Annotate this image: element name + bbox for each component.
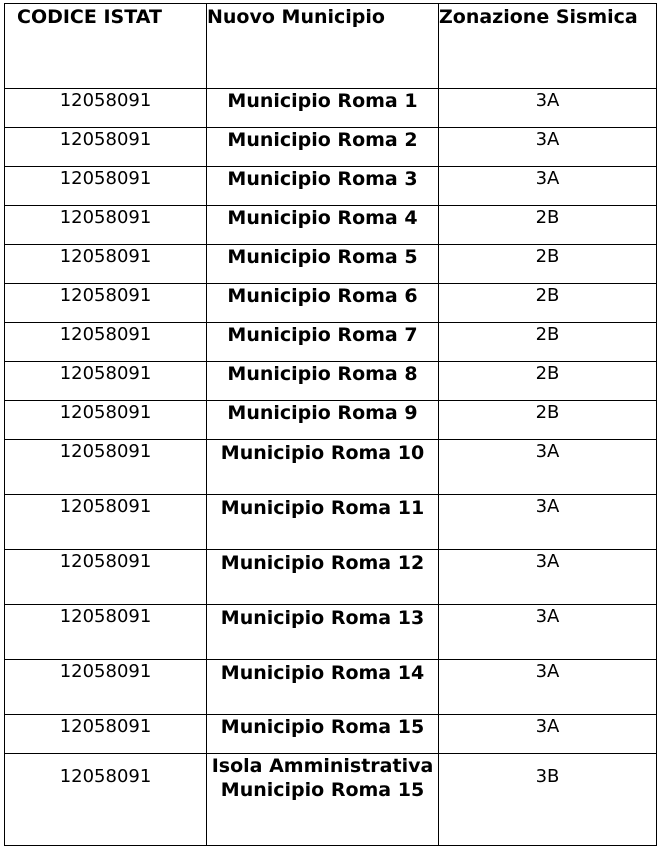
table-row [5, 715, 657, 754]
codice-cell: 12058091 [5, 440, 207, 495]
header-codice-istat: CODICE ISTAT [5, 4, 207, 89]
table-row [5, 440, 657, 495]
codice-cell: 12058091 [5, 754, 207, 846]
municipio-cell: Municipio Roma 6 [207, 284, 439, 323]
municipio-cell: Municipio Roma 11 [207, 495, 439, 550]
zona-cell: 2B [439, 206, 657, 245]
table-row [5, 206, 657, 245]
municipio-cell: Municipio Roma 10 [207, 440, 439, 495]
table-row [5, 495, 657, 550]
table-row [5, 605, 657, 660]
codice-cell: 12058091 [5, 89, 207, 128]
codice-cell: 12058091 [5, 245, 207, 284]
municipio-cell: Isola Amministrativa Municipio Roma 15 [207, 754, 439, 846]
municipio-cell: Municipio Roma 14 [207, 660, 439, 715]
table-row [5, 550, 657, 605]
table-header-row [5, 4, 657, 89]
zona-cell: 3A [439, 495, 657, 550]
municipio-cell: Municipio Roma 7 [207, 323, 439, 362]
municipio-cell: Municipio Roma 12 [207, 550, 439, 605]
zona-cell: 2B [439, 362, 657, 401]
zona-cell: 3A [439, 660, 657, 715]
zona-cell: 3A [439, 605, 657, 660]
municipio-cell: Municipio Roma 5 [207, 245, 439, 284]
codice-cell: 12058091 [5, 401, 207, 440]
zona-cell: 3A [439, 440, 657, 495]
codice-cell: 12058091 [5, 167, 207, 206]
zona-cell: 3A [439, 715, 657, 754]
municipio-cell: Municipio Roma 8 [207, 362, 439, 401]
zona-cell: 3A [439, 89, 657, 128]
table-row [5, 245, 657, 284]
codice-cell: 12058091 [5, 362, 207, 401]
table-row [5, 89, 657, 128]
zona-cell: 2B [439, 401, 657, 440]
municipio-cell: Municipio Roma 13 [207, 605, 439, 660]
municipio-cell: Municipio Roma 2 [207, 128, 439, 167]
codice-cell: 12058091 [5, 605, 207, 660]
zona-cell: 3A [439, 128, 657, 167]
codice-cell: 12058091 [5, 206, 207, 245]
seismic-zoning-table [4, 3, 657, 846]
municipio-cell: Municipio Roma 9 [207, 401, 439, 440]
zona-cell: 2B [439, 245, 657, 284]
codice-cell: 12058091 [5, 715, 207, 754]
zona-cell: 3A [439, 167, 657, 206]
table-row [5, 167, 657, 206]
table-row [5, 660, 657, 715]
codice-cell: 12058091 [5, 660, 207, 715]
municipio-cell: Municipio Roma 1 [207, 89, 439, 128]
table-row [5, 323, 657, 362]
zona-cell: 3B [439, 754, 657, 846]
municipio-cell: Municipio Roma 3 [207, 167, 439, 206]
table-body [5, 89, 657, 846]
codice-cell: 12058091 [5, 128, 207, 167]
municipio-cell: Municipio Roma 4 [207, 206, 439, 245]
table-row [5, 284, 657, 323]
codice-cell: 12058091 [5, 284, 207, 323]
table-row [5, 401, 657, 440]
header-zonazione-sismica: Zonazione Sismica [439, 4, 657, 89]
table-row [5, 362, 657, 401]
codice-cell: 12058091 [5, 550, 207, 605]
municipio-cell: Municipio Roma 15 [207, 715, 439, 754]
table-row [5, 754, 657, 846]
codice-cell: 12058091 [5, 323, 207, 362]
header-nuovo-municipio: Nuovo Municipio [207, 4, 439, 89]
zona-cell: 3A [439, 550, 657, 605]
codice-cell: 12058091 [5, 495, 207, 550]
table-row [5, 128, 657, 167]
zona-cell: 2B [439, 323, 657, 362]
zona-cell: 2B [439, 284, 657, 323]
